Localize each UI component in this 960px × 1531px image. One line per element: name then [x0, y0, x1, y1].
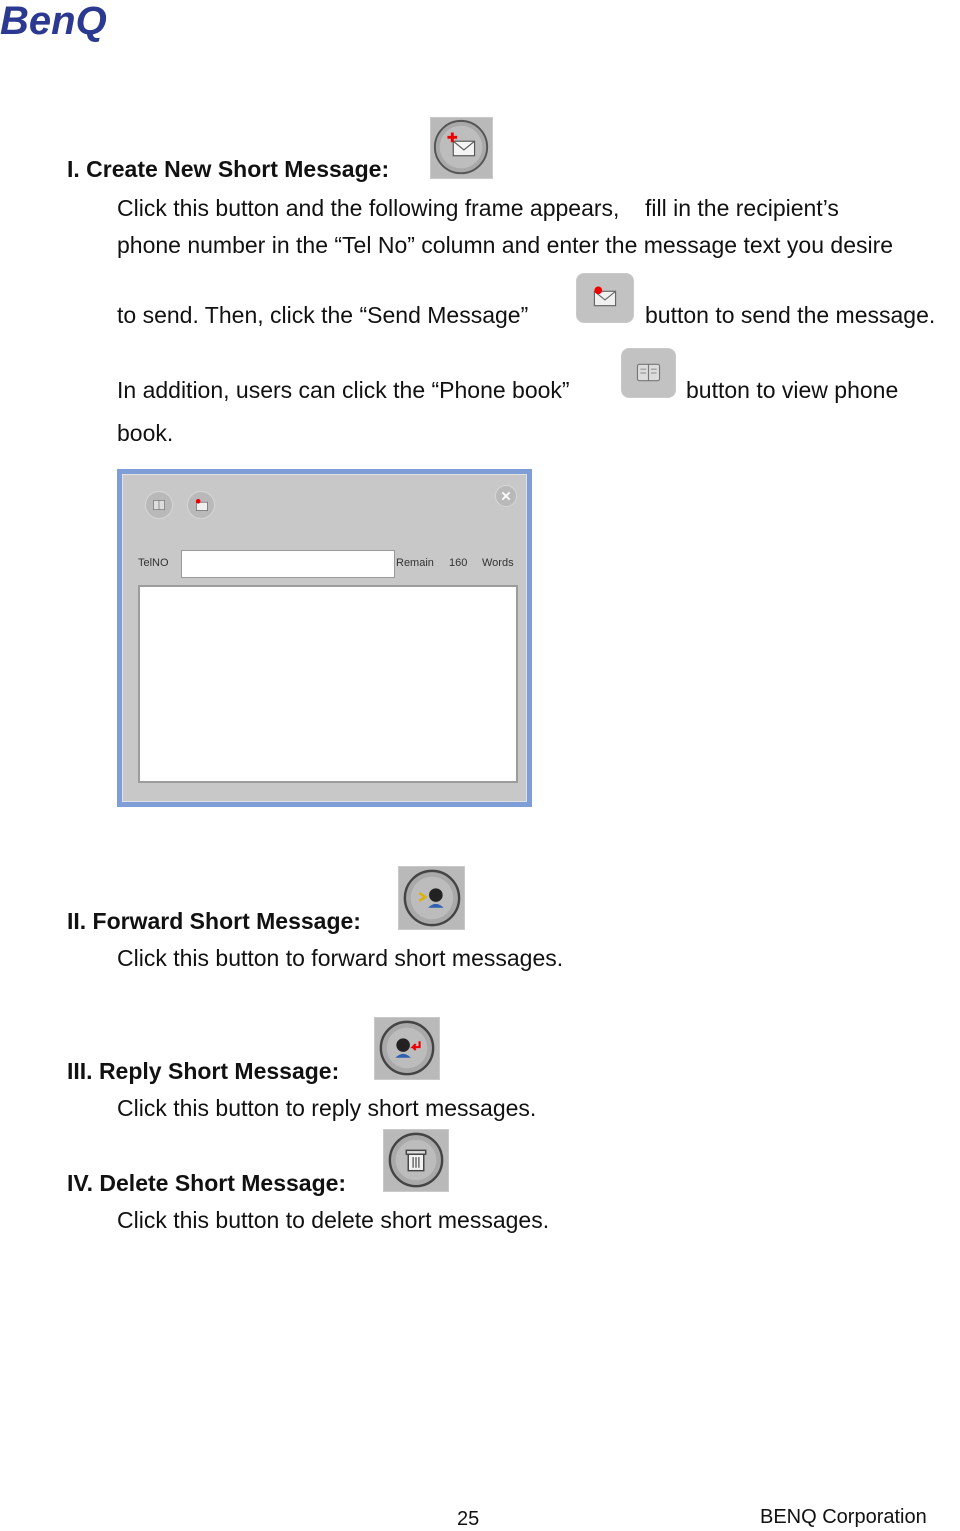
delete-text: Click this button to delete short messages.	[117, 1207, 550, 1233]
remain-count: 160	[449, 557, 468, 569]
delete-message-button[interactable]	[383, 1129, 449, 1192]
forward-text: Click this button to forward short messages.	[117, 945, 564, 971]
phone-book-icon	[146, 492, 172, 518]
delete-heading: IV. Delete Short Message:	[67, 1170, 347, 1196]
forward-message-button[interactable]	[398, 866, 465, 930]
page-number: 25	[457, 1508, 480, 1530]
footer-company: BENQ Corporation	[760, 1506, 927, 1528]
trash-icon	[384, 1130, 448, 1191]
dialog-close-button[interactable]	[495, 485, 517, 507]
reply-message-button[interactable]	[374, 1017, 440, 1080]
forward-icon	[399, 867, 464, 929]
create-line-4a: In addition, users can click the “Phone book”	[117, 377, 570, 403]
send-message-icon	[188, 492, 214, 518]
dialog-body	[122, 474, 527, 802]
send-message-button[interactable]	[576, 273, 634, 323]
create-line-5: book.	[117, 420, 174, 446]
remain-label: Remain	[396, 557, 434, 569]
create-line-3a: to send. Then, click the “Send Message”	[117, 302, 529, 328]
create-line-1: Click this button and the following frame appears, fill in the recipient’s	[117, 195, 839, 221]
reply-text: Click this button to reply short messages.	[117, 1095, 537, 1121]
create-line-4b: button to view phone	[686, 377, 899, 403]
logo-text: BenQ	[0, 0, 107, 43]
create-message-button[interactable]	[430, 117, 493, 179]
reply-heading: III. Reply Short Message:	[67, 1058, 340, 1084]
send-message-icon	[577, 274, 633, 322]
forward-heading: II. Forward Short Message:	[67, 908, 361, 934]
create-line-2: phone number in the “Tel No” column and enter the message text you desire	[117, 232, 894, 258]
create-line-3b: button to send the message.	[645, 302, 936, 328]
dialog-send-button[interactable]	[187, 491, 215, 519]
reply-icon	[375, 1018, 439, 1079]
new-message-icon	[431, 118, 492, 178]
phone-book-button[interactable]	[621, 348, 676, 398]
message-textarea[interactable]	[138, 585, 518, 783]
new-message-dialog	[117, 469, 532, 807]
dialog-phone-book-button[interactable]	[145, 491, 173, 519]
words-label: Words	[482, 557, 514, 569]
create-heading: I. Create New Short Message:	[67, 156, 390, 182]
tel-label: TelNO	[138, 557, 169, 569]
phone-book-icon	[622, 349, 675, 397]
close-icon	[496, 486, 516, 506]
tel-input[interactable]	[181, 550, 395, 578]
benq-logo	[0, 0, 150, 44]
